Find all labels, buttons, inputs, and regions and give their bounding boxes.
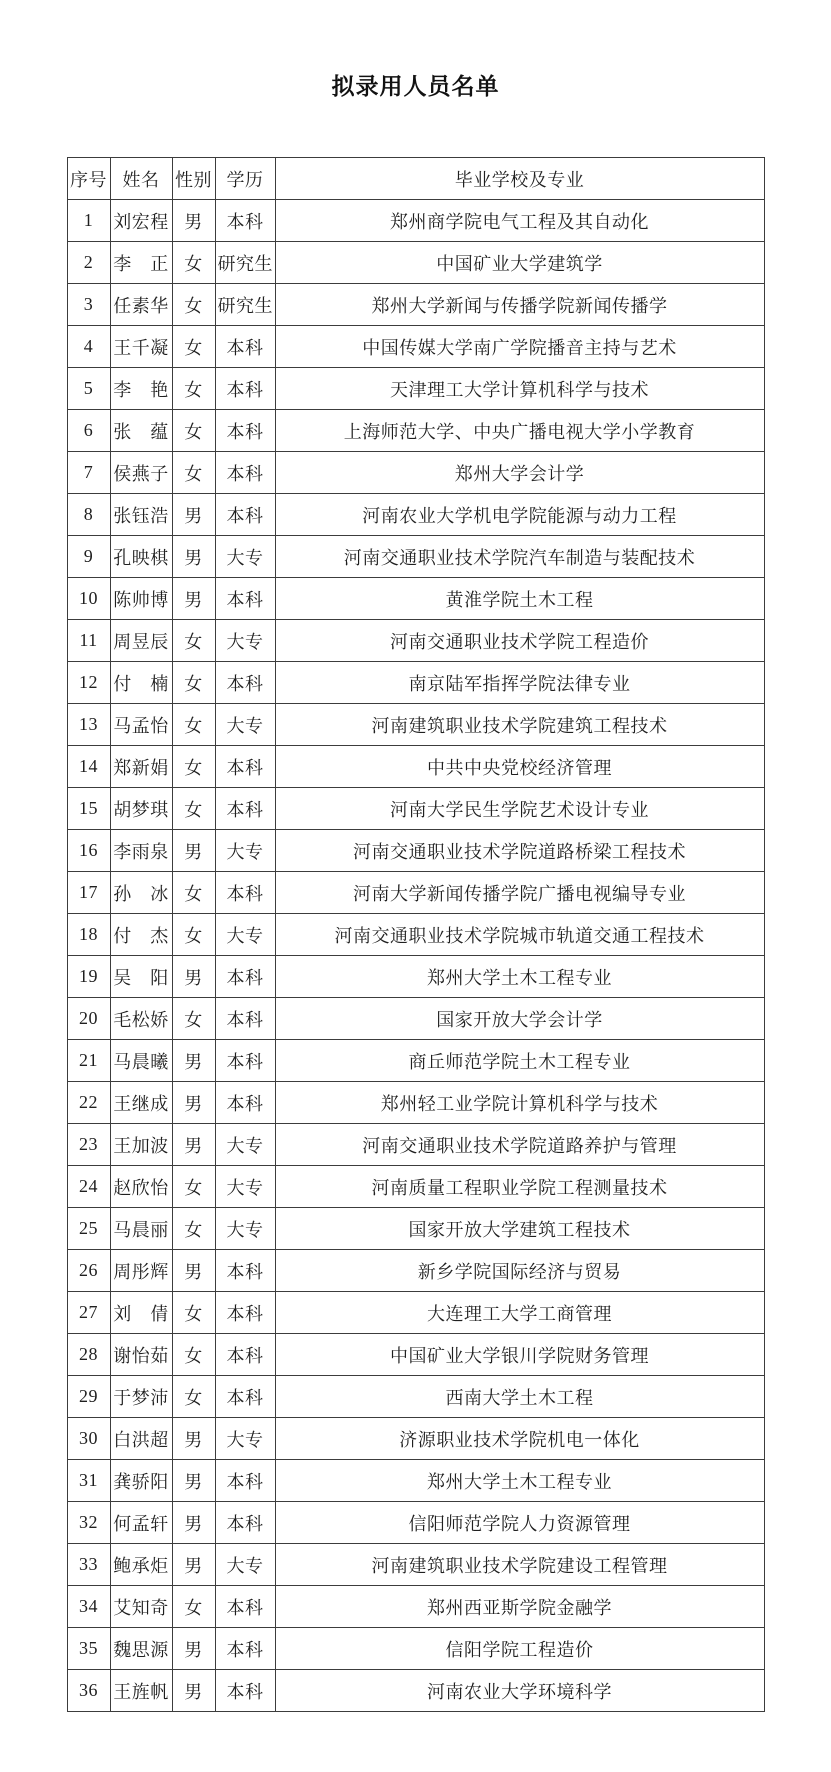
cell-name: 艾知奇	[110, 1586, 172, 1628]
table-row	[67, 704, 764, 746]
cell-name: 郑新娟	[110, 746, 172, 788]
cell-gender: 女	[172, 326, 215, 368]
cell-education: 大专	[215, 620, 275, 662]
table-row	[67, 1502, 764, 1544]
cell-name: 张钰浩	[110, 494, 172, 536]
cell-education: 本科	[215, 746, 275, 788]
cell-number: 30	[67, 1418, 110, 1460]
cell-number: 29	[67, 1376, 110, 1418]
cell-name: 王千凝	[110, 326, 172, 368]
cell-number: 31	[67, 1460, 110, 1502]
cell-name: 孙 冰	[110, 872, 172, 914]
cell-school: 中国矿业大学银川学院财务管理	[275, 1334, 764, 1376]
cell-number: 16	[67, 830, 110, 872]
table-row	[67, 578, 764, 620]
header-school: 毕业学校及专业	[275, 158, 764, 200]
table-row	[67, 788, 764, 830]
cell-education: 大专	[215, 1418, 275, 1460]
cell-school: 河南交通职业技术学院道路养护与管理	[275, 1124, 764, 1166]
cell-number: 25	[67, 1208, 110, 1250]
cell-school: 信阳学院工程造价	[275, 1628, 764, 1670]
cell-gender: 女	[172, 284, 215, 326]
table-row	[67, 1334, 764, 1376]
table-row	[67, 620, 764, 662]
cell-education: 本科	[215, 1250, 275, 1292]
cell-number: 13	[67, 704, 110, 746]
cell-name: 李 正	[110, 242, 172, 284]
cell-education: 大专	[215, 704, 275, 746]
cell-gender: 女	[172, 242, 215, 284]
cell-school: 中国矿业大学建筑学	[275, 242, 764, 284]
cell-school: 郑州商学院电气工程及其自动化	[275, 200, 764, 242]
table-row	[67, 1292, 764, 1334]
cell-name: 王旌帆	[110, 1670, 172, 1712]
header-number: 序号	[67, 158, 110, 200]
cell-school: 南京陆军指挥学院法律专业	[275, 662, 764, 704]
cell-education: 大专	[215, 1208, 275, 1250]
cell-gender: 女	[172, 1166, 215, 1208]
cell-name: 赵欣怡	[110, 1166, 172, 1208]
cell-name: 何孟轩	[110, 1502, 172, 1544]
cell-number: 26	[67, 1250, 110, 1292]
table-row	[67, 1418, 764, 1460]
cell-school: 郑州大学土木工程专业	[275, 1460, 764, 1502]
cell-name: 周彤辉	[110, 1250, 172, 1292]
cell-gender: 男	[172, 956, 215, 998]
table-row	[67, 536, 764, 578]
cell-school: 郑州大学新闻与传播学院新闻传播学	[275, 284, 764, 326]
cell-school: 河南农业大学环境科学	[275, 1670, 764, 1712]
cell-school: 郑州轻工业学院计算机科学与技术	[275, 1082, 764, 1124]
cell-number: 11	[67, 620, 110, 662]
cell-education: 本科	[215, 1460, 275, 1502]
cell-name: 王加波	[110, 1124, 172, 1166]
cell-school: 天津理工大学计算机科学与技术	[275, 368, 764, 410]
cell-education: 研究生	[215, 242, 275, 284]
cell-gender: 女	[172, 746, 215, 788]
cell-school: 商丘师范学院土木工程专业	[275, 1040, 764, 1082]
cell-education: 本科	[215, 1292, 275, 1334]
cell-education: 本科	[215, 494, 275, 536]
cell-education: 大专	[215, 1166, 275, 1208]
cell-education: 本科	[215, 872, 275, 914]
cell-education: 大专	[215, 1544, 275, 1586]
cell-number: 17	[67, 872, 110, 914]
cell-number: 33	[67, 1544, 110, 1586]
cell-gender: 男	[172, 1124, 215, 1166]
cell-number: 14	[67, 746, 110, 788]
header-row	[67, 158, 764, 200]
cell-gender: 男	[172, 1040, 215, 1082]
table-row	[67, 1376, 764, 1418]
cell-gender: 女	[172, 998, 215, 1040]
cell-school: 中国传媒大学南广学院播音主持与艺术	[275, 326, 764, 368]
cell-gender: 女	[172, 704, 215, 746]
roster-table-body	[67, 200, 764, 1712]
cell-name: 侯燕子	[110, 452, 172, 494]
cell-gender: 女	[172, 1376, 215, 1418]
cell-number: 4	[67, 326, 110, 368]
table-row	[67, 956, 764, 998]
cell-school: 大连理工大学工商管理	[275, 1292, 764, 1334]
cell-number: 2	[67, 242, 110, 284]
page-title: 拟录用人员名单	[331, 73, 500, 99]
cell-education: 本科	[215, 200, 275, 242]
cell-name: 胡梦琪	[110, 788, 172, 830]
cell-education: 本科	[215, 578, 275, 620]
cell-number: 22	[67, 1082, 110, 1124]
cell-education: 大专	[215, 1124, 275, 1166]
cell-gender: 女	[172, 410, 215, 452]
header-gender: 性别	[172, 158, 215, 200]
cell-school: 河南交通职业技术学院城市轨道交通工程技术	[275, 914, 764, 956]
cell-gender: 女	[172, 368, 215, 410]
table-row	[67, 200, 764, 242]
cell-education: 本科	[215, 410, 275, 452]
cell-gender: 女	[172, 872, 215, 914]
cell-number: 27	[67, 1292, 110, 1334]
roster-table-header	[67, 158, 764, 200]
cell-school: 信阳师范学院人力资源管理	[275, 1502, 764, 1544]
cell-name: 谢怡茹	[110, 1334, 172, 1376]
cell-education: 本科	[215, 662, 275, 704]
cell-education: 大专	[215, 914, 275, 956]
cell-school: 上海师范大学、中央广播电视大学小学教育	[275, 410, 764, 452]
cell-name: 李雨泉	[110, 830, 172, 872]
cell-name: 刘 倩	[110, 1292, 172, 1334]
cell-number: 35	[67, 1628, 110, 1670]
cell-education: 本科	[215, 1376, 275, 1418]
cell-name: 吴 阳	[110, 956, 172, 998]
table-row	[67, 368, 764, 410]
cell-gender: 女	[172, 662, 215, 704]
cell-gender: 女	[172, 452, 215, 494]
table-row	[67, 1082, 764, 1124]
cell-number: 9	[67, 536, 110, 578]
table-row	[67, 1166, 764, 1208]
cell-number: 28	[67, 1334, 110, 1376]
cell-gender: 女	[172, 1292, 215, 1334]
cell-school: 西南大学土木工程	[275, 1376, 764, 1418]
cell-number: 3	[67, 284, 110, 326]
cell-gender: 女	[172, 1334, 215, 1376]
table-row	[67, 1544, 764, 1586]
cell-education: 本科	[215, 1670, 275, 1712]
table-row	[67, 242, 764, 284]
cell-gender: 男	[172, 1082, 215, 1124]
cell-gender: 男	[172, 1418, 215, 1460]
cell-gender: 男	[172, 1250, 215, 1292]
cell-education: 本科	[215, 1334, 275, 1376]
cell-name: 白洪超	[110, 1418, 172, 1460]
table-row	[67, 1124, 764, 1166]
cell-name: 陈帅博	[110, 578, 172, 620]
cell-name: 于梦沛	[110, 1376, 172, 1418]
cell-school: 河南交通职业技术学院道路桥梁工程技术	[275, 830, 764, 872]
cell-school: 河南建筑职业技术学院建筑工程技术	[275, 704, 764, 746]
cell-number: 18	[67, 914, 110, 956]
cell-name: 李 艳	[110, 368, 172, 410]
table-row	[67, 1460, 764, 1502]
cell-education: 本科	[215, 788, 275, 830]
cell-gender: 男	[172, 1544, 215, 1586]
cell-name: 王继成	[110, 1082, 172, 1124]
cell-education: 本科	[215, 368, 275, 410]
cell-gender: 男	[172, 578, 215, 620]
cell-school: 黄淮学院土木工程	[275, 578, 764, 620]
cell-gender: 男	[172, 494, 215, 536]
cell-gender: 女	[172, 1586, 215, 1628]
cell-number: 10	[67, 578, 110, 620]
cell-number: 21	[67, 1040, 110, 1082]
cell-number: 12	[67, 662, 110, 704]
table-row	[67, 998, 764, 1040]
cell-education: 研究生	[215, 284, 275, 326]
cell-school: 国家开放大学建筑工程技术	[275, 1208, 764, 1250]
cell-school: 郑州大学土木工程专业	[275, 956, 764, 998]
cell-name: 魏思源	[110, 1628, 172, 1670]
cell-education: 大专	[215, 830, 275, 872]
cell-gender: 女	[172, 914, 215, 956]
cell-name: 鲍承炬	[110, 1544, 172, 1586]
cell-education: 本科	[215, 1082, 275, 1124]
cell-school: 郑州大学会计学	[275, 452, 764, 494]
table-row	[67, 1628, 764, 1670]
table-row	[67, 872, 764, 914]
cell-number: 19	[67, 956, 110, 998]
cell-education: 本科	[215, 1628, 275, 1670]
cell-school: 河南质量工程职业学院工程测量技术	[275, 1166, 764, 1208]
table-row	[67, 830, 764, 872]
cell-name: 毛松娇	[110, 998, 172, 1040]
cell-name: 任素华	[110, 284, 172, 326]
cell-gender: 男	[172, 1502, 215, 1544]
cell-number: 15	[67, 788, 110, 830]
cell-school: 河南大学新闻传播学院广播电视编导专业	[275, 872, 764, 914]
cell-school: 中共中央党校经济管理	[275, 746, 764, 788]
cell-number: 6	[67, 410, 110, 452]
cell-name: 马晨丽	[110, 1208, 172, 1250]
cell-name: 付 杰	[110, 914, 172, 956]
cell-school: 河南农业大学机电学院能源与动力工程	[275, 494, 764, 536]
cell-school: 济源职业技术学院机电一体化	[275, 1418, 764, 1460]
cell-gender: 男	[172, 200, 215, 242]
cell-education: 本科	[215, 1040, 275, 1082]
cell-number: 36	[67, 1670, 110, 1712]
table-row	[67, 1586, 764, 1628]
cell-gender: 男	[172, 830, 215, 872]
cell-school: 河南大学民生学院艺术设计专业	[275, 788, 764, 830]
cell-gender: 男	[172, 1670, 215, 1712]
table-row	[67, 284, 764, 326]
cell-gender: 女	[172, 620, 215, 662]
cell-number: 23	[67, 1124, 110, 1166]
cell-education: 本科	[215, 1586, 275, 1628]
cell-education: 本科	[215, 956, 275, 998]
cell-number: 7	[67, 452, 110, 494]
table-row	[67, 1670, 764, 1712]
table-row	[67, 326, 764, 368]
cell-name: 张 蕴	[110, 410, 172, 452]
table-row	[67, 494, 764, 536]
roster-table	[67, 157, 765, 1712]
cell-education: 本科	[215, 452, 275, 494]
cell-gender: 女	[172, 788, 215, 830]
table-row	[67, 1250, 764, 1292]
cell-name: 付 楠	[110, 662, 172, 704]
header-name: 姓名	[110, 158, 172, 200]
table-row	[67, 1208, 764, 1250]
cell-education: 本科	[215, 1502, 275, 1544]
cell-school: 新乡学院国际经济与贸易	[275, 1250, 764, 1292]
cell-number: 1	[67, 200, 110, 242]
cell-education: 本科	[215, 326, 275, 368]
table-row	[67, 662, 764, 704]
table-row	[67, 410, 764, 452]
cell-name: 龚骄阳	[110, 1460, 172, 1502]
cell-school: 国家开放大学会计学	[275, 998, 764, 1040]
table-row	[67, 746, 764, 788]
cell-number: 20	[67, 998, 110, 1040]
cell-gender: 男	[172, 1460, 215, 1502]
cell-school: 河南交通职业技术学院工程造价	[275, 620, 764, 662]
table-row	[67, 452, 764, 494]
cell-education: 本科	[215, 998, 275, 1040]
cell-school: 河南交通职业技术学院汽车制造与装配技术	[275, 536, 764, 578]
table-row	[67, 1040, 764, 1082]
cell-education: 大专	[215, 536, 275, 578]
cell-gender: 男	[172, 536, 215, 578]
cell-school: 河南建筑职业技术学院建设工程管理	[275, 1544, 764, 1586]
cell-name: 马孟怡	[110, 704, 172, 746]
cell-name: 周昱辰	[110, 620, 172, 662]
cell-school: 郑州西亚斯学院金融学	[275, 1586, 764, 1628]
cell-number: 34	[67, 1586, 110, 1628]
cell-gender: 女	[172, 1208, 215, 1250]
cell-name: 马晨曦	[110, 1040, 172, 1082]
cell-name: 刘宏程	[110, 200, 172, 242]
cell-number: 5	[67, 368, 110, 410]
cell-gender: 男	[172, 1628, 215, 1670]
cell-number: 8	[67, 494, 110, 536]
table-row	[67, 914, 764, 956]
cell-number: 32	[67, 1502, 110, 1544]
header-education: 学历	[215, 158, 275, 200]
cell-name: 孔映棋	[110, 536, 172, 578]
cell-number: 24	[67, 1166, 110, 1208]
